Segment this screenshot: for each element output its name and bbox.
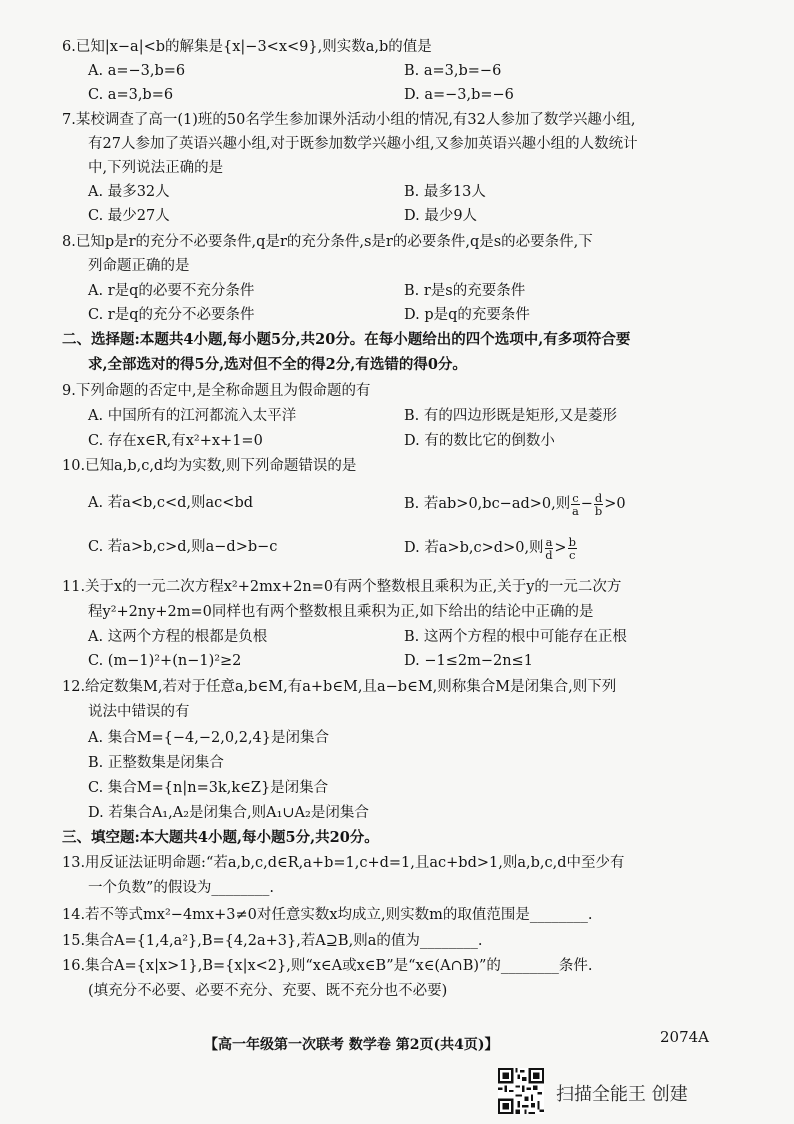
q11-option-d: D. −1≤2m−2n≤1 bbox=[404, 653, 533, 669]
q10-d-frac1-den: d bbox=[545, 547, 553, 562]
q13-line-1: 13.用反证法证明命题:“若a,b,c,d∈R,a+b=1,c+d=1,且ac+bd>1,则a,b,c,d中至少有 bbox=[62, 855, 625, 871]
q11-stem-2: 程y²+2ny+2m=0同样也有两个整数根且乘积为正,如下给出的结论中正确的是 bbox=[88, 604, 594, 620]
q10-option-c: C. 若a>b,c>d,则a−d>b−c bbox=[88, 539, 278, 555]
q6-option-b: B. a=3,b=−6 bbox=[404, 63, 502, 79]
q10-d-frac1-num: a bbox=[545, 534, 553, 549]
q8-option-a: A. r是q的必要不充分条件 bbox=[88, 283, 255, 299]
q14-line: 14.若不等式mx²−4mx+3≠0对任意实数x均成立,则实数m的取值范围是________. bbox=[62, 907, 593, 923]
q9-option-a: A. 中国所有的江河都流入太平洋 bbox=[88, 408, 297, 424]
q11-stem-1: 11.关于x的一元二次方程x²+2mx+2n=0有两个整数根且乘积为正,关于y的一元二次方 bbox=[62, 579, 622, 595]
q11-option-c: C. (m−1)²+(n−1)²≥2 bbox=[88, 653, 242, 669]
q12-option-d: D. 若集合A₁,A₂是闭集合,则A₁∪A₂是闭集合 bbox=[88, 805, 369, 821]
q10-b-frac2-den: b bbox=[594, 503, 603, 518]
q10-stem: 10.已知a,b,c,d均为实数,则下列命题错误的是 bbox=[62, 458, 357, 474]
q6-option-d: D. a=−3,b=−6 bbox=[404, 87, 514, 103]
section2-heading-2: 求,全部选对的得5分,选对但不全的得2分,有选错的得0分。 bbox=[88, 356, 467, 373]
q12-option-a: A. 集合M={−4,−2,0,2,4}是闭集合 bbox=[88, 730, 329, 746]
camscanner-watermark: 扫描全能王 创建 bbox=[556, 1084, 688, 1105]
q8-option-c: C. r是q的充分不必要条件 bbox=[88, 307, 255, 323]
q10-d-op: > bbox=[554, 540, 567, 556]
q7-option-d: D. 最少9人 bbox=[404, 208, 478, 224]
q8-stem-2: 列命题正确的是 bbox=[88, 258, 190, 274]
q8-option-b: B. r是s的充要条件 bbox=[404, 283, 526, 299]
qr-code-icon bbox=[498, 1068, 544, 1114]
q11-option-a: A. 这两个方程的根都是负根 bbox=[88, 629, 268, 645]
q10-b-op: − bbox=[580, 496, 593, 512]
q9-option-b: B. 有的四边形既是矩形,又是菱形 bbox=[404, 408, 617, 424]
q8-option-d: D. p是q的充要条件 bbox=[404, 307, 530, 323]
q10-b-frac1-den: a bbox=[572, 503, 579, 518]
q16-line-1: 16.集合A={x|x>1},B={x|x<2},则“x∈A或x∈B”是“x∈(A∩B)”的________条件. bbox=[62, 958, 593, 974]
q10-option-d bbox=[404, 528, 578, 568]
q10-option-b bbox=[404, 484, 626, 524]
q6-stem: 6.已知|x−a|<b的解集是{x|−3<x<9},则实数a,b的值是 bbox=[62, 39, 432, 55]
q12-option-b: B. 正整数集是闭集合 bbox=[88, 755, 224, 771]
q7-stem-1: 7.某校调查了高一(1)班的50名学生参加课外活动小组的情况,有32人参加了数学兴趣小组, bbox=[62, 112, 636, 128]
q7-stem-3: 中,下列说法正确的是 bbox=[88, 160, 224, 176]
section2-heading-1: 二、选择题:本题共4小题,每小题5分,共20分。在每小题给出的四个选项中,有多项符合要 bbox=[62, 331, 631, 348]
q10-b-tail: >0 bbox=[604, 496, 626, 512]
q7-option-a: A. 最多32人 bbox=[88, 184, 170, 200]
q9-option-d: D. 有的数比它的倒数小 bbox=[404, 433, 555, 449]
q11-option-b: B. 这两个方程的根中可能存在正根 bbox=[404, 629, 627, 645]
footer-code: 2074A bbox=[660, 1028, 710, 1046]
q10-b-frac2-num: d bbox=[594, 490, 603, 505]
q10-d-fraction-2 bbox=[568, 536, 577, 561]
footer-label: 【高一年级第一次联考 数学卷 第2页(共4页)】 bbox=[204, 1037, 499, 1053]
q7-option-b: B. 最多13人 bbox=[404, 184, 486, 200]
q6-option-a: A. a=−3,b=6 bbox=[88, 63, 186, 79]
q16-line-2: (填充分不必要、必要不充分、充要、既不充分也不必要) bbox=[88, 983, 448, 999]
q13-line-2: 一个负数”的假设为________. bbox=[88, 880, 275, 896]
q10-b-fraction-1 bbox=[571, 492, 579, 517]
q9-option-c: C. 存在x∈R,有x²+x+1=0 bbox=[88, 433, 263, 449]
q6-option-c: C. a=3,b=6 bbox=[88, 87, 174, 103]
q10-d-frac2-den: c bbox=[569, 547, 576, 562]
q10-b-frac1-num: c bbox=[572, 490, 579, 505]
q12-stem-2: 说法中错误的有 bbox=[88, 704, 190, 720]
q10-b-text: B. 若ab>0,bc−ad>0,则 bbox=[404, 496, 571, 512]
q10-d-frac2-num: b bbox=[568, 534, 576, 549]
q8-stem-1: 8.已知p是r的充分不必要条件,q是r的充分条件,s是r的必要条件,q是s的必要条件,下 bbox=[62, 234, 593, 250]
q9-stem: 9.下列命题的否定中,是全称命题且为假命题的有 bbox=[62, 383, 371, 399]
section3-heading: 三、填空题:本大题共4小题,每小题5分,共20分。 bbox=[62, 829, 379, 846]
q12-option-c: C. 集合M={n|n=3k,k∈Z}是闭集合 bbox=[88, 780, 329, 796]
q10-option-a: A. 若a<b,c<d,则ac<bd bbox=[88, 495, 254, 511]
q10-d-text: D. 若a>b,c>d>0,则 bbox=[404, 540, 544, 556]
q7-option-c: C. 最少27人 bbox=[88, 208, 170, 224]
q10-d-fraction-1 bbox=[545, 536, 554, 561]
q10-b-fraction-2 bbox=[594, 492, 603, 517]
q15-line: 15.集合A={1,4,a²},B={4,2a+3},若A⊇B,则a的值为________. bbox=[62, 933, 483, 949]
q7-stem-2: 有27人参加了英语兴趣小组,对于既参加数学兴趣小组,又参加英语兴趣小组的人数统计 bbox=[88, 136, 638, 152]
q12-stem-1: 12.给定数集M,若对于任意a,b∈M,有a+b∈M,且a−b∈M,则称集合M是闭集合,则下列 bbox=[62, 679, 617, 695]
